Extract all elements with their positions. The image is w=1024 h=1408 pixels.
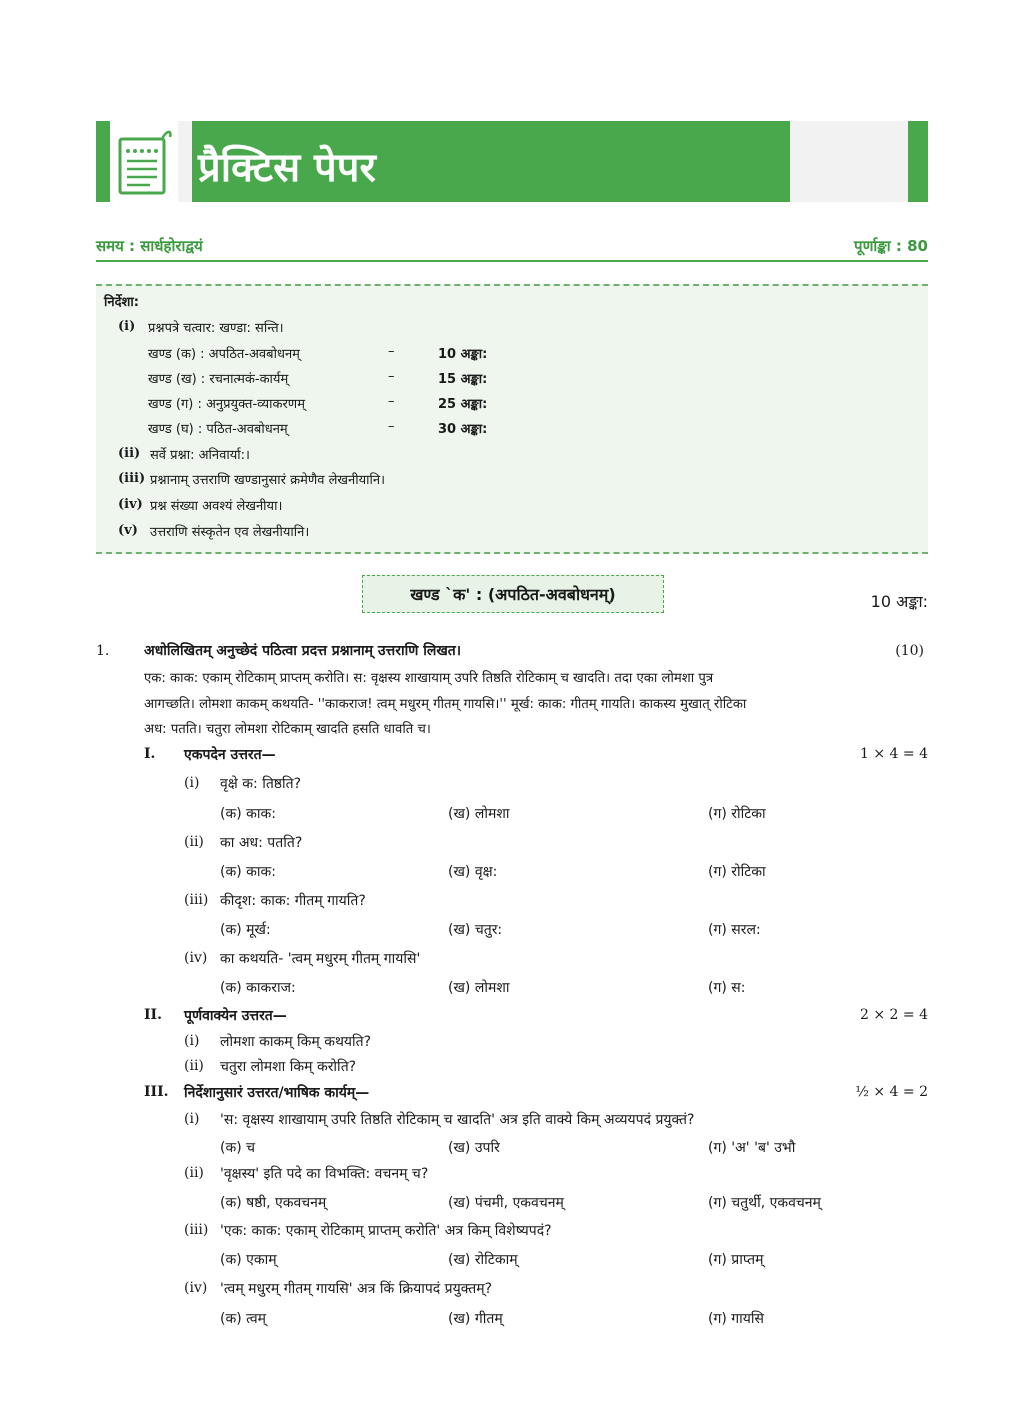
instruction-text: सर्वे प्रश्ना: अनिवार्या:।	[150, 448, 250, 463]
section-d-marks: 30 अङ्का:	[438, 422, 488, 437]
part-marks: ½ × 4 = 2	[855, 1084, 928, 1100]
option: (ख) लोमशा	[448, 980, 510, 996]
option: (ग) प्राप्तम्	[708, 1252, 764, 1268]
sub-question-number: (iii)	[184, 1222, 209, 1238]
option: (क) काक:	[220, 806, 276, 822]
option: (क) त्वम्	[220, 1311, 266, 1327]
banner-icon-box	[110, 121, 178, 202]
instruction-num: (iv)	[118, 497, 143, 512]
option: (क) काकराज:	[220, 980, 296, 996]
divider	[96, 260, 928, 262]
section-heading-box	[362, 575, 664, 613]
option: (ग) गायसि	[708, 1311, 764, 1327]
part-marks: 2 × 2 = 4	[860, 1007, 928, 1023]
sub-question-text: लोमशा काकम् किम् कथयति?	[220, 1034, 372, 1050]
option: (ख) उपरि	[448, 1140, 500, 1156]
option: (ग) रोटिका	[708, 806, 766, 822]
sub-question-text: 'स: वृक्षस्य शाखायाम् उपरि तिष्ठति रोटिकाम् च खादति' अत्र इति वाक्ये किम् अव्ययपदं प्रयुक्तं?	[220, 1112, 695, 1128]
total-marks-label: पूर्णाङ्का : 80	[854, 237, 928, 255]
section-a-name: खण्ड (क) : अपठित-अवबोधनम्	[148, 347, 300, 362]
passage-line: एक: काक: एकाम् रोटिकाम् प्राप्तम् करोति। स: वृक्षस्य शाखायाम् उपरि तिष्ठति रोटिकाम् च खादति। तदा एका लोमशा पुत्र	[144, 671, 714, 686]
option: (क) षष्ठी, एकवचनम्	[220, 1195, 327, 1211]
instruction-num: (v)	[118, 523, 138, 538]
section-a-marks: 10 अङ्का:	[438, 347, 488, 362]
sub-question-text: चतुरा लोमशा किम् करोति?	[220, 1059, 357, 1075]
time-label: समय : सार्धहोराद्वयं	[96, 237, 203, 255]
section-dash: –	[388, 344, 395, 359]
section-b-marks: 15 अङ्का:	[438, 372, 488, 387]
option: (ग) 'अ' 'ब' उभौ	[708, 1140, 796, 1156]
option: (ख) गीतम्	[448, 1311, 503, 1327]
option: (ख) चतुर:	[448, 922, 503, 938]
sub-question-number: (ii)	[184, 1058, 204, 1074]
sub-question-text: 'वृक्षस्य' इति पदे का विभक्ति: वचनम् च?	[220, 1166, 429, 1182]
part-number: III.	[144, 1084, 169, 1100]
option: (क) मूर्ख:	[220, 922, 271, 938]
option: (ख) रोटिकाम्	[448, 1252, 518, 1268]
instruction-num: (i)	[118, 319, 136, 334]
section-dash: –	[388, 394, 395, 409]
sub-question-number: (i)	[184, 1033, 200, 1049]
section-dash: –	[388, 369, 395, 384]
sub-question-number: (iv)	[184, 1280, 208, 1296]
section-heading: खण्ड `क' : (अपठित-अवबोधनम्)	[410, 585, 616, 604]
sub-question-number: (ii)	[184, 1165, 204, 1181]
section-c-marks: 25 अङ्का:	[438, 397, 488, 412]
sub-question-number: (ii)	[184, 834, 204, 850]
banner-light-block	[790, 121, 908, 202]
option: (ख) लोमशा	[448, 806, 510, 822]
section-marks: 10 अङ्का:	[870, 592, 928, 611]
option: (ग) चतुर्थी, एकवचनम्	[708, 1195, 821, 1211]
sub-question-number: (i)	[184, 775, 200, 791]
option: (ग) सरल:	[708, 922, 761, 938]
option: (क) च	[220, 1140, 256, 1156]
part-number: II.	[144, 1007, 162, 1023]
section-d-name: खण्ड (घ) : पठित-अवबोधनम्	[148, 422, 288, 437]
option: (क) एकाम्	[220, 1252, 277, 1268]
section-dash: –	[388, 419, 395, 434]
question-marks: (10)	[895, 643, 924, 659]
sub-question-number: (iii)	[184, 892, 209, 908]
sub-question-number: (iv)	[184, 950, 208, 966]
sub-question-text: वृक्षे क: तिष्ठति?	[220, 776, 302, 792]
part-marks: 1 × 4 = 4	[860, 746, 928, 762]
passage-line: आगच्छति। लोमशा काकम् कथयति- ''काकराज! त्वम् मधुरम् गीतम् गायसि।'' मूर्ख: काक: गीतम् गायति। काकस्य मुखात् रोटिका	[144, 697, 747, 712]
part-number: I.	[144, 746, 156, 762]
option: (ख) वृक्ष:	[448, 864, 498, 880]
sub-question-text: का कथयति- 'त्वम् मधुरम् गीतम् गायसि'	[220, 951, 421, 967]
option: (ख) पंचमी, एकवचनम्	[448, 1195, 564, 1211]
question-prompt: अधोलिखितम् अनुच्छेदं पठित्वा प्रदत्त प्रश्नानाम् उत्तराणि लिखत।	[144, 643, 462, 659]
instruction-num: (iii)	[118, 471, 146, 486]
option: (ग) रोटिका	[708, 864, 766, 880]
option: (ग) स:	[708, 980, 746, 996]
notepad-icon	[110, 121, 178, 202]
section-c-name: खण्ड (ग) : अनुप्रयुक्त-व्याकरणम्	[148, 397, 305, 412]
section-b-name: खण्ड (ख) : रचनात्मकं-कार्यम्	[148, 372, 289, 387]
part-title: पूर्णवाक्येन उत्तरत—	[184, 1008, 287, 1024]
sub-question-text: 'एक: काक: एकाम् रोटिकाम् प्राप्तम् करोति' अत्र किम् विशेष्यपदं?	[220, 1223, 552, 1239]
question-number: 1.	[96, 643, 110, 659]
instruction-text: प्रश्नानाम् उत्तराणि खण्डानुसारं क्रमेणैव लेखनीयानि।	[150, 473, 386, 488]
sub-question-text: कीदृश: काक: गीतम् गायति?	[220, 893, 366, 909]
instruction-text: प्रश्नपत्रे चत्वार: खण्डा: सन्ति।	[148, 321, 284, 336]
instruction-num: (ii)	[118, 446, 141, 461]
option: (क) काक:	[220, 864, 276, 880]
sub-question-text: का अध: पतति?	[220, 835, 303, 851]
part-title: एकपदेन उत्तरत—	[184, 747, 276, 763]
instructions-heading: निर्देशा:	[104, 295, 139, 310]
sub-question-number: (i)	[184, 1111, 200, 1127]
part-title: निर्देशानुसारं उत्तरत/भाषिक कार्यम्—	[184, 1085, 370, 1101]
instruction-text: प्रश्न संख्या अवश्यं लेखनीया।	[150, 499, 283, 514]
passage-line: अध: पतति। चतुरा लोमशा रोटिकाम् खादति हसति धावति च।	[144, 722, 431, 737]
page-title: प्रैक्टिस पेपर	[198, 145, 376, 191]
instruction-text: उत्तराणि संस्कृतेन एव लेखनीयानि।	[150, 525, 310, 540]
banner-gap	[178, 121, 192, 202]
sub-question-text: 'त्वम् मधुरम् गीतम् गायसि' अत्र किं क्रियापदं प्रयुक्तम्?	[220, 1281, 493, 1297]
